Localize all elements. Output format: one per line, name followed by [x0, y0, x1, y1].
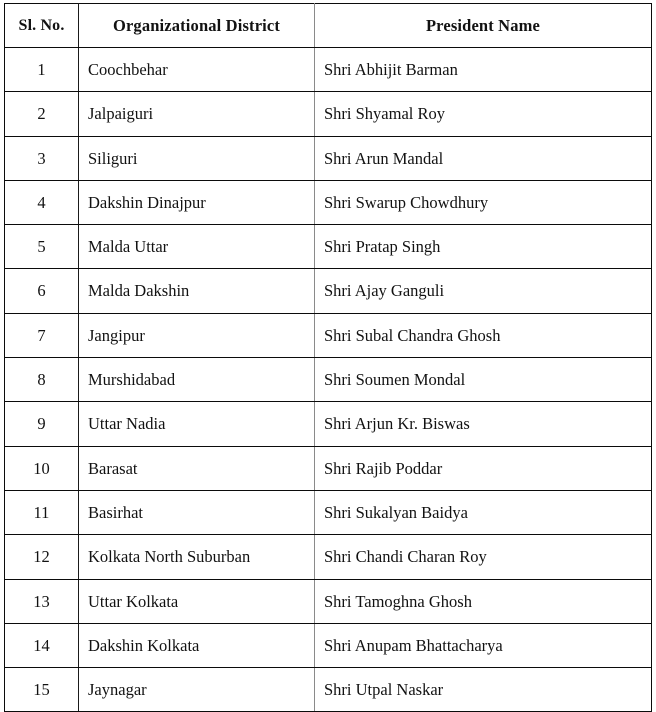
cell-organizational-district-text: Murshidabad — [88, 370, 176, 390]
cell-president-name-text: Shri Shyamal Roy — [324, 104, 446, 124]
cell-president-name-text: Shri Rajib Poddar — [324, 458, 443, 478]
cell-organizational-district-text: Jaynagar — [88, 680, 147, 700]
cell-sl-no — [5, 668, 79, 712]
cell-organizational-district — [79, 48, 315, 92]
cell-sl-no — [5, 313, 79, 357]
cell-sl-no-text: 8 — [37, 370, 46, 390]
cell-sl-no-text: 5 — [37, 237, 46, 257]
cell-president-name-text: Shri Sukalyan Baidya — [324, 502, 468, 522]
column-header-organizational-district — [79, 4, 315, 48]
table-header — [5, 4, 652, 48]
cell-sl-no-text: 2 — [37, 104, 46, 124]
organizational-district-table — [4, 3, 652, 712]
cell-sl-no-text: 15 — [33, 680, 50, 700]
table-row — [5, 579, 652, 623]
column-header-sl-no-label: Sl. No. — [18, 17, 65, 34]
cell-president-name — [315, 358, 652, 402]
cell-president-name-text: Shri Pratap Singh — [324, 237, 441, 257]
cell-organizational-district — [79, 490, 315, 534]
cell-president-name-text: Shri Subal Chandra Ghosh — [324, 325, 501, 345]
cell-president-name-text: Shri Anupam Bhattacharya — [324, 635, 503, 655]
cell-organizational-district-text: Malda Dakshin — [88, 281, 190, 301]
cell-sl-no-text: 1 — [37, 60, 46, 79]
cell-president-name — [315, 269, 652, 313]
cell-sl-no-text: 3 — [37, 148, 46, 168]
table-row — [5, 269, 652, 313]
column-header-organizational-district-label: Organizational District — [112, 16, 281, 35]
cell-president-name-text: Shri Arjun Kr. Biswas — [324, 414, 470, 434]
cell-sl-no-text: 4 — [37, 192, 46, 212]
table-row — [5, 313, 652, 357]
cell-president-name — [315, 579, 652, 623]
cell-organizational-district-text: Jangipur — [88, 325, 145, 345]
table-row — [5, 225, 652, 269]
table-row — [5, 668, 652, 712]
cell-president-name — [315, 48, 652, 92]
cell-organizational-district — [79, 402, 315, 446]
table-row — [5, 623, 652, 667]
cell-sl-no-text: 13 — [33, 591, 50, 611]
cell-organizational-district-text: Dakshin Kolkata — [88, 635, 200, 655]
cell-president-name-text: Shri Arun Mandal — [324, 148, 444, 168]
table-row — [5, 358, 652, 402]
cell-sl-no — [5, 225, 79, 269]
cell-sl-no-text: 7 — [37, 325, 46, 345]
cell-sl-no — [5, 269, 79, 313]
cell-president-name — [315, 623, 652, 667]
cell-president-name — [315, 668, 652, 712]
cell-sl-no — [5, 490, 79, 534]
cell-organizational-district — [79, 358, 315, 402]
cell-sl-no — [5, 136, 79, 180]
cell-organizational-district-text: Malda Uttar — [88, 237, 169, 257]
table-row — [5, 136, 652, 180]
cell-sl-no-text: 9 — [37, 414, 46, 434]
cell-sl-no-text: 6 — [37, 281, 46, 301]
column-header-sl-no — [5, 4, 79, 48]
table-row — [5, 535, 652, 579]
cell-sl-no — [5, 402, 79, 446]
cell-president-name — [315, 313, 652, 357]
table-row — [5, 490, 652, 534]
cell-president-name — [315, 402, 652, 446]
cell-sl-no — [5, 48, 79, 92]
cell-organizational-district — [79, 180, 315, 224]
cell-sl-no — [5, 358, 79, 402]
cell-president-name-text: Shri Tamoghna Ghosh — [324, 591, 472, 611]
cell-sl-no-text: 11 — [33, 502, 50, 522]
cell-president-name — [315, 446, 652, 490]
cell-organizational-district-text: Siliguri — [88, 148, 138, 168]
cell-sl-no-text: 14 — [33, 635, 50, 655]
cell-president-name-text: Shri Abhijit Barman — [324, 60, 458, 79]
column-header-president-name-label: President Name — [425, 16, 541, 35]
cell-sl-no-text: 12 — [33, 547, 50, 567]
cell-organizational-district — [79, 535, 315, 579]
cell-organizational-district-text: Uttar Nadia — [88, 414, 166, 434]
cell-president-name-text: Shri Soumen Mondal — [324, 370, 466, 390]
cell-president-name-text: Shri Swarup Chowdhury — [324, 192, 489, 212]
table-row — [5, 402, 652, 446]
cell-organizational-district-text: Basirhat — [88, 502, 143, 522]
cell-organizational-district — [79, 668, 315, 712]
cell-organizational-district — [79, 269, 315, 313]
table-header-row — [5, 4, 652, 48]
cell-sl-no — [5, 535, 79, 579]
cell-organizational-district — [79, 313, 315, 357]
cell-president-name — [315, 136, 652, 180]
cell-sl-no-text: 10 — [33, 458, 50, 478]
cell-sl-no — [5, 579, 79, 623]
cell-organizational-district-text: Barasat — [88, 458, 138, 478]
cell-organizational-district-text: Uttar Kolkata — [88, 591, 179, 611]
cell-sl-no — [5, 446, 79, 490]
cell-president-name — [315, 180, 652, 224]
cell-president-name — [315, 92, 652, 136]
table-body — [5, 48, 652, 712]
cell-president-name-text: Shri Chandi Charan Roy — [324, 547, 487, 567]
cell-organizational-district — [79, 623, 315, 667]
cell-president-name — [315, 535, 652, 579]
cell-organizational-district-text: Coochbehar — [88, 60, 168, 79]
cell-organizational-district — [79, 579, 315, 623]
cell-organizational-district — [79, 136, 315, 180]
table-container — [4, 3, 651, 712]
table-row — [5, 446, 652, 490]
cell-sl-no — [5, 180, 79, 224]
cell-organizational-district — [79, 92, 315, 136]
cell-sl-no — [5, 623, 79, 667]
table-row — [5, 92, 652, 136]
table-row — [5, 48, 652, 92]
cell-organizational-district — [79, 446, 315, 490]
cell-president-name-text: Shri Utpal Naskar — [324, 680, 444, 700]
cell-president-name-text: Shri Ajay Ganguli — [324, 281, 445, 301]
table-row — [5, 180, 652, 224]
cell-organizational-district-text: Kolkata North Suburban — [88, 547, 251, 567]
cell-president-name — [315, 225, 652, 269]
cell-president-name — [315, 490, 652, 534]
cell-organizational-district-text: Dakshin Dinajpur — [88, 192, 206, 212]
column-header-president-name — [315, 4, 652, 48]
cell-organizational-district-text: Jalpaiguri — [88, 104, 154, 124]
cell-sl-no — [5, 92, 79, 136]
cell-organizational-district — [79, 225, 315, 269]
